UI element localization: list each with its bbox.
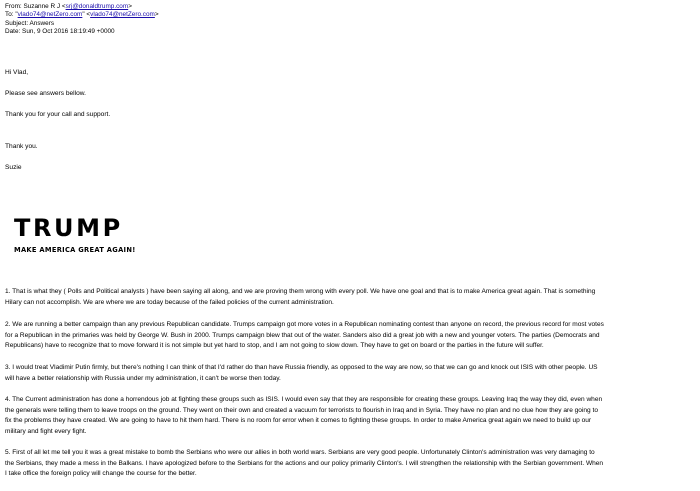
to-email-link[interactable]: vlado74@netZero.com: [90, 11, 155, 19]
greeting: Hi Vlad,: [5, 69, 29, 76]
body-line-2: Thank you for your call and support.: [5, 111, 111, 118]
date-line: Date: Sun, 9 Oct 2016 18:19:49 +0000: [5, 28, 115, 36]
trump-logo: [14, 216, 136, 254]
to-label: To:: [5, 11, 14, 19]
to-open: ": [15, 11, 18, 19]
answer-3: 3. I would treat Vladimir Putin firmly, but there's nothing I can think of that I'd rather do than have Russia friendly, as opposed to the way are now, so that we can go and knock out ISIS with other people. US will have a better relationship with Russia under my administration, it can't be worse then today.: [5, 364, 598, 382]
answer-4: 4. The Current administration has done a horrendous job at fighting these groups such as ISIS. I would even say that they are responsible for creating these groups. Leaving Iraq the way they did, even when the generals were telling them to leave troops on the ground. They went on their own and created a vacuum for terrorists to flourish in Iraq and in Syria. They have no plan and no clue how they are going to fix the problems they have created. We are going to have to hit them hard. There is no room for error when it comes to fighting these groups. In order to make America great again we need to build up our military and fight every fight.: [5, 396, 603, 435]
from-close: >: [128, 3, 132, 10]
logo-tagline: MAKE AMERICA GREAT AGAIN!: [14, 246, 136, 254]
answer-5: 5. First of all let me tell you it was a great mistake to bomb the Serbians who were our allies in both world wars. Serbians are very good people. Unfortunately Clinton's administration was very damaging to the Serbians, they made a mess in the Balkans. I have apologized before to the Serbians for the actions and our policy primarily Clinton's. I will strengthen the relationship with the Serbian government. When I take office the foreign policy will change the course for the better.: [5, 449, 604, 477]
to-name-link[interactable]: vlado74@netZero.com: [17, 11, 83, 19]
thanks-line: Thank you.: [5, 143, 38, 150]
logo-word: TRUMP: [14, 214, 123, 242]
to-close: >: [154, 11, 159, 19]
answer-1: 1. That is what they ( Polls and Political analysts ) have been saying all along, and we are proving them wrong with every poll. We have one goal and that is to make America great again. That is something Hilary can not accomplish. We are where we are today because of the failed policies of the current administration.: [5, 288, 596, 306]
answer-2: 2. We are running a better campaign than any previous Republican candidate. Trumps campaign got more votes in a Republican nominating contest than anyone on record, the previous record for most votes for a Republican in the primaries was held by George W. Bush in 2000. Trumps campaign blew that out of the water. Sanders also did a great job with a new and younger voters. The parties (Democrats and Republicans) have to recognize that to move forward it is not simple but yet hard to stop, and I am not going to slow down. They have to get on board or the parties in the future will suffer.: [5, 321, 604, 349]
from-email-link[interactable]: srj@donaldtrump.com: [65, 3, 129, 10]
from-name: Suzanne R J <: [23, 3, 66, 10]
to-line: [5, 11, 159, 19]
email-header: [5, 3, 159, 37]
to-mid: " <: [82, 11, 91, 19]
body-line-1: Please see answers bellow.: [5, 90, 87, 97]
from-line: [5, 3, 159, 11]
subject-line: Subject: Answers: [5, 19, 55, 27]
signature: Suzie: [5, 164, 22, 171]
from-label: From:: [5, 3, 22, 10]
